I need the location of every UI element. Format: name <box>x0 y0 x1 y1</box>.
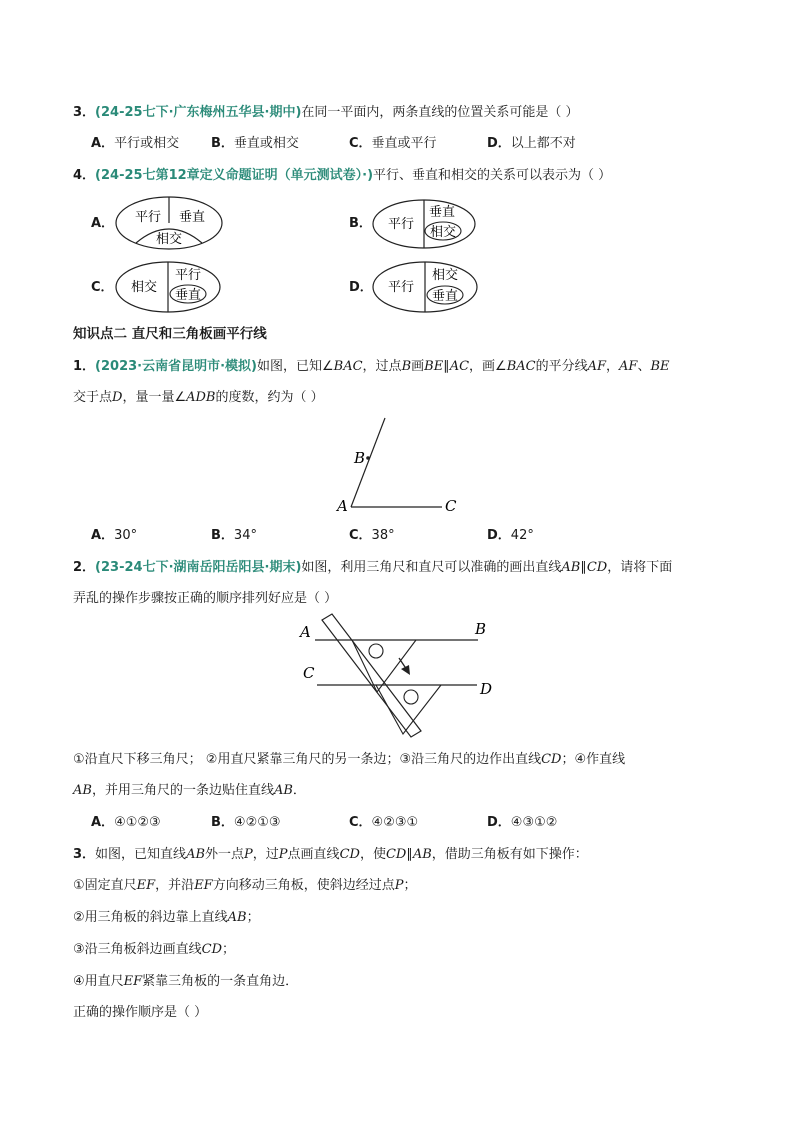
label-perpendicular: 垂直 <box>431 289 459 304</box>
option-a[interactable]: A．④①②③ <box>91 815 161 830</box>
label-parallel: 平行 <box>387 217 415 232</box>
point-c-label: C <box>303 664 315 682</box>
point-b-label: B <box>354 449 366 467</box>
step-3: ③沿三角板斜边画直线CD； <box>73 942 236 957</box>
problem-2-stem: 2．(23-24七下·湖南岳阳岳阳县·期末)如图，利用三角尺和直尺可以准确的画出直线AB∥CD，请将下面 <box>73 560 673 575</box>
question-source: (24-25七下·广东梅州五华县·期中) <box>95 105 302 120</box>
question-source: (2023·云南省昆明市·模拟) <box>95 359 257 374</box>
option-c[interactable]: C．垂直或平行 <box>349 136 437 151</box>
problem-2-stem-cont: 弄乱的操作步骤按正确的顺序排列好应是（ ） <box>73 591 338 606</box>
label-intersect: 相交 <box>429 225 457 240</box>
point-c-label: C <box>445 497 457 515</box>
option-b[interactable]: B．④②①③ <box>211 815 281 830</box>
question-4-stem: 4．(24-25七第12章定义命题证明（单元测试卷）·)平行、垂直和相交的关系可以表示为（ ） <box>73 168 612 183</box>
option-c[interactable]: C．38° <box>349 528 395 543</box>
step-4: ④用直尺EF紧靠三角板的一条直角边． <box>73 974 299 989</box>
label-intersect: 相交 <box>130 280 158 295</box>
problem-1-stem-cont: 交于点D，量一量∠ADB的度数，约为（ ） <box>73 390 324 405</box>
angle-figure <box>330 410 470 520</box>
option-c[interactable]: C． <box>91 280 114 295</box>
point-a-label: A <box>337 497 348 515</box>
label-perpendicular: 垂直 <box>428 205 456 220</box>
label-parallel: 平行 <box>174 268 202 283</box>
option-d[interactable]: D．以上都不对 <box>487 136 576 151</box>
point-a-label: A <box>300 623 311 641</box>
label-parallel: 平行 <box>134 210 162 225</box>
option-b[interactable]: B．垂直或相交 <box>211 136 299 151</box>
option-c[interactable]: C．④②③① <box>349 815 419 830</box>
option-b[interactable]: B． <box>349 216 372 231</box>
option-a[interactable]: A．平行或相交 <box>91 136 180 151</box>
problem-1-stem: 1．(2023·云南省昆明市·模拟)如图，已知∠BAC，过点B画BE∥AC，画∠BAC的平分线AF，AF、BE <box>73 359 670 374</box>
option-d[interactable]: D．④③①② <box>487 815 558 830</box>
label-intersect: 相交 <box>155 232 183 247</box>
point-b-label: B <box>475 620 487 638</box>
option-d[interactable]: D． <box>349 280 373 295</box>
question-source: (23-24七下·湖南岳阳岳阳县·期末) <box>95 560 302 575</box>
venn-diagram-b <box>371 198 477 250</box>
label-parallel: 平行 <box>387 280 415 295</box>
question-source: (24-25七第12章定义命题证明（单元测试卷）·) <box>95 168 374 183</box>
problem-3-stem: 3．如图，已知直线AB外一点P，过P点画直线CD，使CD∥AB，借助三角板有如下操作： <box>73 847 588 862</box>
venn-diagram-a <box>114 195 224 251</box>
step-1: ①固定直尺EF，并沿EF方向移动三角板，使斜边经过点P； <box>73 878 417 893</box>
section-heading: 知识点二 直尺和三角板画平行线 <box>73 326 267 342</box>
question-3-stem: 3．(24-25七下·广东梅州五华县·期中)在同一平面内，两条直线的位置关系可能是（ ） <box>73 105 579 120</box>
option-a[interactable]: A．30° <box>91 528 138 543</box>
option-b[interactable]: B．34° <box>211 528 257 543</box>
venn-diagram-d <box>371 260 479 314</box>
label-intersect: 相交 <box>431 268 459 283</box>
problem-2-steps-cont: AB，并用三角尺的一条边贴住直线AB． <box>73 783 306 798</box>
step-2: ②用三角板的斜边靠上直线AB； <box>73 910 260 925</box>
venn-diagram-c <box>114 260 222 314</box>
problem-3-question: 正确的操作顺序是（ ） <box>73 1005 208 1020</box>
label-perpendicular: 垂直 <box>178 210 206 225</box>
label-perpendicular: 垂直 <box>174 288 202 303</box>
point-d-label: D <box>480 680 493 698</box>
option-d[interactable]: D．42° <box>487 528 534 543</box>
option-a[interactable]: A． <box>91 216 115 231</box>
ruler-triangle-figure <box>295 612 505 738</box>
problem-2-steps: ①沿直尺下移三角尺； ②用直尺紧靠三角尺的另一条边；③沿三角尺的边作出直线CD；④作直线 <box>73 752 626 767</box>
